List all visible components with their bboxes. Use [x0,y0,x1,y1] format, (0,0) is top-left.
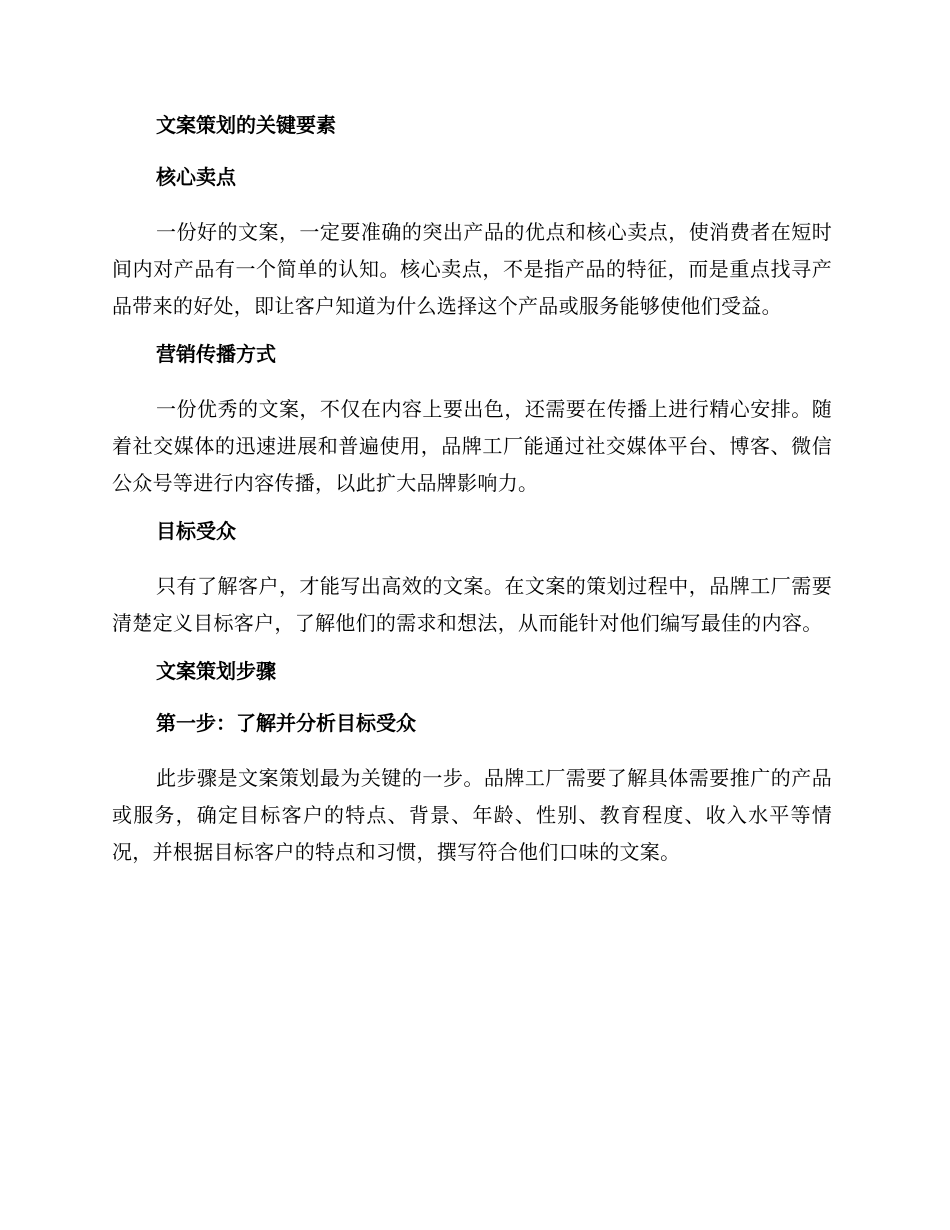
body-paragraph: 一份好的文案，一定要准确的突出产品的优点和核心卖点，使消费者在短时间内对产品有一个简单的认知。核心卖点，不是指产品的特征，而是重点找寻产品带来的好处，即让客户知道为什么选择这个产品或服务能够使他们受益。 [112,220,832,318]
subsection-heading: 第一步：了解并分析目标受众 [156,711,416,735]
body-paragraph: 只有了解客户，才能写出高效的文案。在文案的策划过程中，品牌工厂需要清楚定义目标客户，了解他们的需求和想法，从而能针对他们编写最佳的内容。 [112,574,832,635]
body-paragraph: 此步骤是文案策划最为关键的一步。品牌工厂需要了解具体需要推广的产品或服务，确定目标客户的特点、背景、年龄、性别、教育程度、收入水平等情况，并根据目标客户的特点和习惯，撰写符合他们口味的文案。 [112,766,832,864]
body-paragraph: 一份优秀的文案，不仅在内容上要出色，还需要在传播上进行精心安排。随着社交媒体的迅速进展和普遍使用，品牌工厂能通过社交媒体平台、博客、微信公众号等进行内容传播，以此扩大品牌影响力。 [112,397,832,495]
subsection-heading: 营销传播方式 [156,342,276,366]
document-page [112,110,832,885]
subsection-heading: 核心卖点 [156,165,236,189]
section-heading: 文案策划步骤 [156,659,276,683]
subsection-heading: 目标受众 [156,519,236,543]
section-heading: 文案策划的关键要素 [156,113,336,137]
